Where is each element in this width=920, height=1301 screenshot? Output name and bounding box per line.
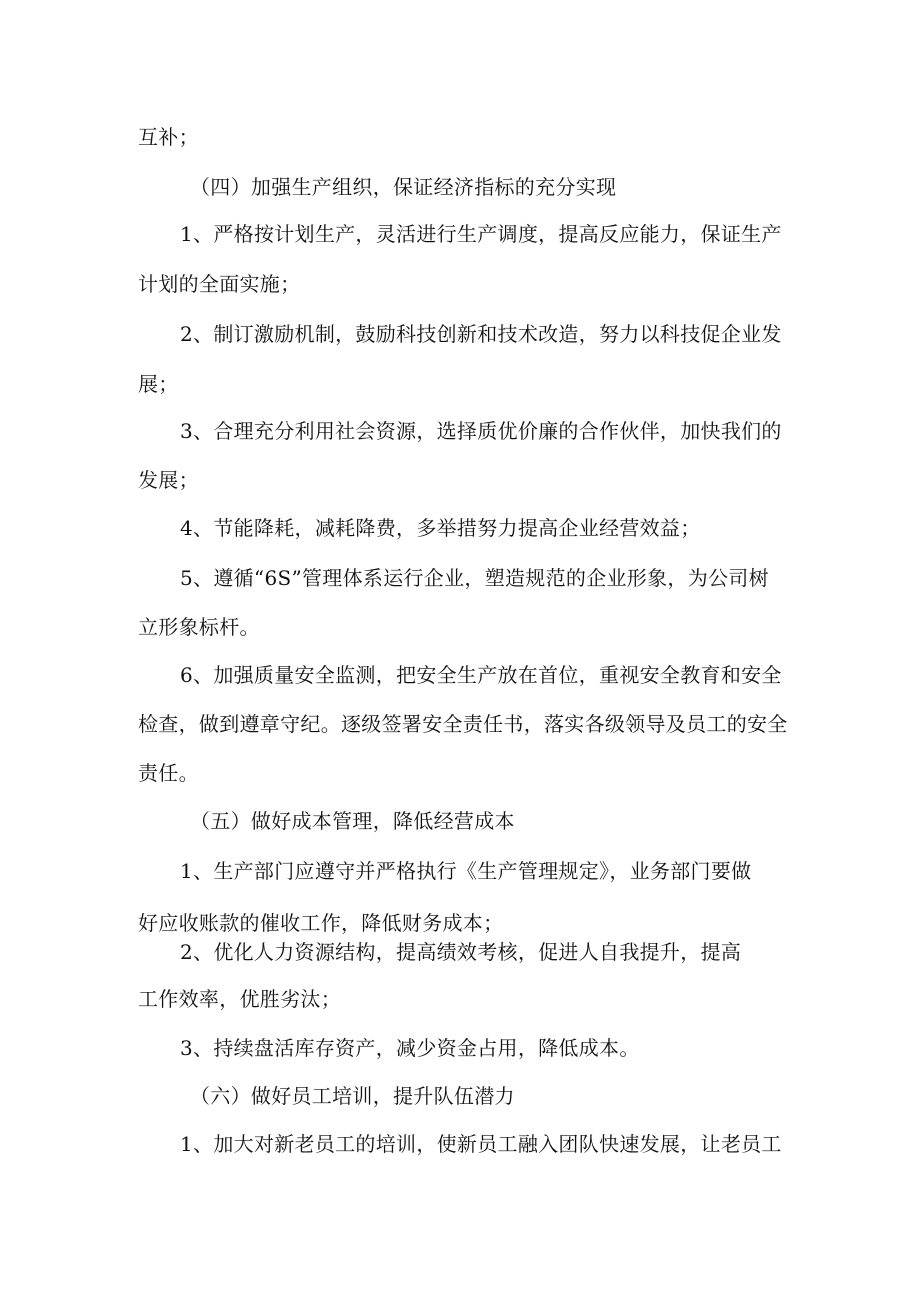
paragraph-line: 责任。 bbox=[138, 761, 199, 785]
paragraph-line: 3、持续盘活库存资产，减少资金占用，降低成本。 bbox=[180, 1036, 640, 1060]
paragraph-line: 5、遵循“6S”管理体系运行企业，塑造规范的企业形象，为公司树 bbox=[180, 566, 769, 590]
paragraph-line: 1、严格按计划生产，灵活进行生产调度，提高反应能力，保证生产 bbox=[180, 222, 782, 246]
paragraph-line: 1、加大对新老员工的培训，使新员工融入团队快速发展，让老员工 bbox=[180, 1132, 782, 1156]
paragraph-line: 展； bbox=[138, 372, 179, 396]
paragraph-line: 互补； bbox=[138, 125, 199, 149]
paragraph-line: 工作效率，优胜劣汰； bbox=[138, 987, 341, 1011]
section-heading: （六）做好员工培训，提升队伍潜力 bbox=[190, 1084, 515, 1108]
paragraph-line: 2、制订激励机制，鼓励科技创新和技术改造，努力以科技促企业发 bbox=[180, 322, 782, 346]
paragraph-line: 2、优化人力资源结构，提高绩效考核，促进人自我提升，提高 bbox=[180, 940, 742, 964]
section-heading: （四）加强生产组织，保证经济指标的充分实现 bbox=[190, 175, 617, 199]
paragraph-line: 好应收账款的催收工作，降低财务成本； bbox=[138, 911, 504, 935]
paragraph-line: 1、生产部门应遵守并严格执行《生产管理规定》，业务部门要做 bbox=[180, 859, 752, 883]
paragraph-line: 立形象标杆。 bbox=[138, 615, 260, 639]
paragraph-line: 4、节能降耗，减耗降费，多举措努力提高企业经营效益； bbox=[180, 516, 701, 540]
paragraph-line: 检查，做到遵章守纪。逐级签署安全责任书，落实各级领导及员工的安全 bbox=[138, 712, 788, 736]
section-heading: （五）做好成本管理，降低经营成本 bbox=[190, 809, 515, 833]
paragraph-line: 3、合理充分利用社会资源，选择质优价廉的合作伙伴，加快我们的 bbox=[180, 419, 782, 443]
paragraph-line: 计划的全面实施； bbox=[138, 272, 301, 296]
paragraph-line: 6、加强质量安全监测，把安全生产放在首位，重视安全教育和安全 bbox=[180, 663, 782, 687]
paragraph-line: 发展； bbox=[138, 468, 199, 492]
